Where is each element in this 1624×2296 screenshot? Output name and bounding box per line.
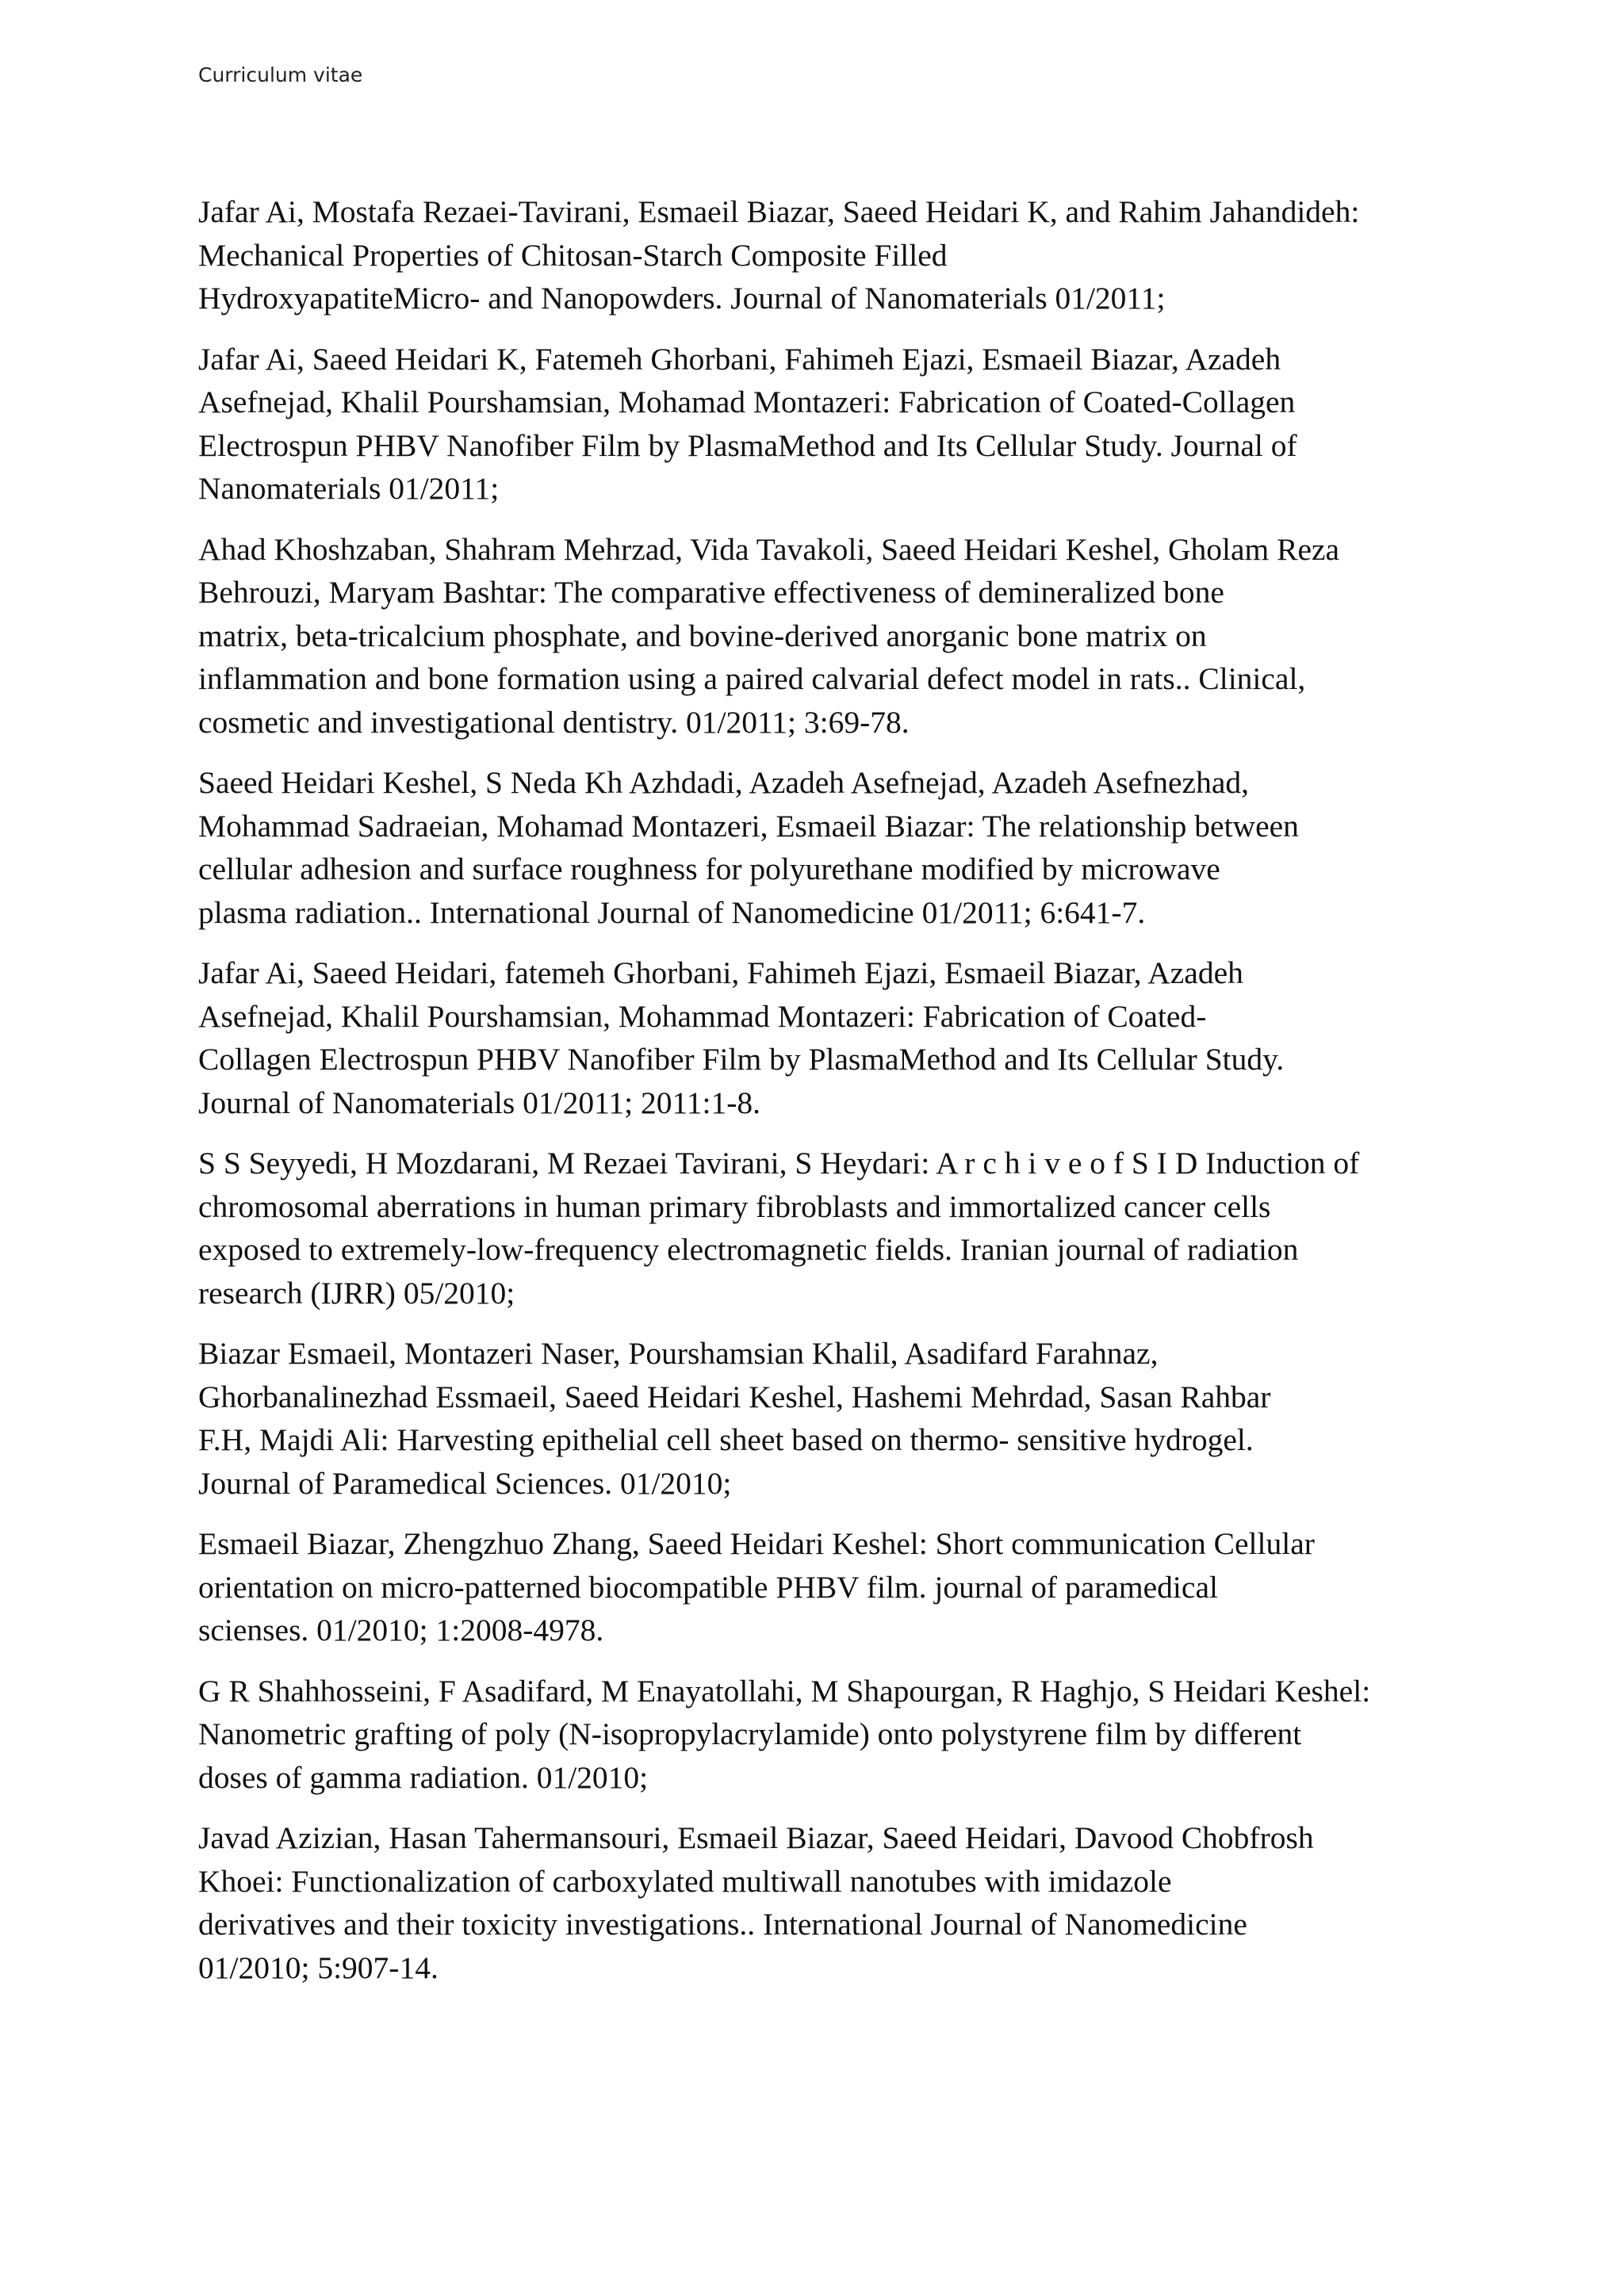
- reference-item-7: [198, 1332, 1451, 1505]
- reference-line: Khoei: Functionalization of carboxylated multiwall nanotubes with imidazole: [198, 1863, 1172, 1899]
- reference-line: Biazar Esmaeil, Montazeri Naser, Pourshamsian Khalil, Asadifard Farahnaz,: [198, 1336, 1159, 1371]
- reference-item-5: [198, 951, 1451, 1124]
- reference-item-2: [198, 338, 1451, 511]
- reference-item-6: [198, 1142, 1451, 1314]
- reference-line: matrix, beta-tricalcium phosphate, and bovine-derived anorganic bone matrix on: [198, 618, 1207, 653]
- reference-line: Jafar Ai, Saeed Heidari, fatemeh Ghorbani, Fahimeh Ejazi, Esmaeil Biazar, Azadeh: [198, 955, 1243, 990]
- reference-line: exposed to extremely-low-frequency electromagnetic fields. Iranian journal of radiation: [198, 1232, 1299, 1267]
- reference-line: Jafar Ai, Saeed Heidari K, Fatemeh Ghorbani, Fahimeh Ejazi, Esmaeil Biazar, Azadeh: [198, 341, 1281, 377]
- reference-line: chromosomal aberrations in human primary fibroblasts and immortalized cancer cells: [198, 1188, 1271, 1224]
- reference-line: G R Shahhosseini, F Asadifard, M Enayatollahi, M Shapourgan, R Haghjo, S Heidari Keshel:: [198, 1673, 1371, 1709]
- reference-item-4: [198, 761, 1451, 934]
- reference-line: orientation on micro-patterned biocompatible PHBV film. journal of paramedical: [198, 1569, 1218, 1605]
- reference-item-1: [198, 190, 1451, 320]
- reference-line: Esmaeil Biazar, Zhengzhuo Zhang, Saeed Heidari Keshel: Short communication Cellular: [198, 1526, 1315, 1561]
- reference-line: Ghorbanalinezhad Essmaeil, Saeed Heidari Keshel, Hashemi Mehrdad, Sasan Rahbar: [198, 1379, 1271, 1414]
- reference-line: Journal of Paramedical Sciences. 01/2010;: [198, 1465, 732, 1501]
- reference-item-3: [198, 528, 1451, 744]
- reference-line: Asefnejad, Khalil Pourshamsian, Mohammad Montazeri: Fabrication of Coated-: [198, 998, 1207, 1034]
- reference-line: plasma radiation.. International Journal of Nanomedicine 01/2011; 6:641-7.: [198, 894, 1146, 930]
- reference-line: F.H, Majdi Ali: Harvesting epithelial cell sheet based on thermo- sensitive hydrogel.: [198, 1422, 1254, 1457]
- reference-line: Collagen Electrospun PHBV Nanofiber Film by PlasmaMethod and Its Cellular Study.: [198, 1042, 1285, 1077]
- reference-line: Behrouzi, Maryam Bashtar: The comparative effectiveness of demineralized bone: [198, 575, 1224, 610]
- reference-line: Javad Azizian, Hasan Tahermansouri, Esmaeil Biazar, Saeed Heidari, Davood Chobfrosh: [198, 1820, 1314, 1855]
- reference-line: 01/2010; 5:907-14.: [198, 1950, 439, 1985]
- reference-line: Asefnejad, Khalil Pourshamsian, Mohamad Montazeri: Fabrication of Coated-Collagen: [198, 385, 1296, 419]
- reference-line: Nanomaterials 01/2011;: [198, 471, 500, 506]
- reference-line: inflammation and bone formation using a paired calvarial defect model in rats.. Clinical,: [198, 661, 1306, 696]
- reference-item-9: [198, 1670, 1451, 1800]
- reference-line: Journal of Nanomaterials 01/2011; 2011:1-8.: [198, 1085, 761, 1120]
- reference-line: research (IJRR) 05/2010;: [198, 1275, 515, 1311]
- reference-line: Mechanical Properties of Chitosan-Starch Composite Filled: [198, 237, 948, 273]
- reference-line: Jafar Ai, Mostafa Rezaei-Tavirani, Esmaeil Biazar, Saeed Heidari K, and Rahim Jahandideh:: [198, 194, 1360, 229]
- reference-item-10: [198, 1816, 1451, 1989]
- reference-line: Ahad Khoshzaban, Shahram Mehrzad, Vida Tavakoli, Saeed Heidari Keshel, Gholam Reza: [198, 531, 1340, 567]
- reference-line: doses of gamma radiation. 01/2010;: [198, 1759, 649, 1795]
- reference-list: [198, 190, 1451, 2007]
- reference-line: Mohammad Sadraeian, Mohamad Montazeri, Esmaeil Biazar: The relationship between: [198, 808, 1299, 844]
- reference-line: Nanometric grafting of poly (N-isopropylacrylamide) onto polystyrene film by different: [198, 1716, 1302, 1751]
- page-header-title: Curriculum vitae: [198, 63, 363, 86]
- reference-line: derivatives and their toxicity investigations.. International Journal of Nanomedicine: [198, 1907, 1247, 1942]
- reference-line: cellular adhesion and surface roughness for polyurethane modified by microwave: [198, 851, 1220, 886]
- reference-line: scienses. 01/2010; 1:2008-4978.: [198, 1613, 604, 1647]
- reference-line: HydroxyapatiteMicro- and Nanopowders. Journal of Nanomaterials 01/2011;: [198, 281, 1166, 316]
- reference-line: cosmetic and investigational dentistry. 01/2011; 3:69-78.: [198, 704, 910, 740]
- reference-item-8: [198, 1522, 1451, 1652]
- reference-line: Electrospun PHBV Nanofiber Film by PlasmaMethod and Its Cellular Study. Journal of: [198, 427, 1297, 463]
- reference-line: S S Seyyedi, H Mozdarani, M Rezaei Tavirani, S Heydari: A r c h i v e o f S I D Induction of: [198, 1146, 1360, 1181]
- reference-line: Saeed Heidari Keshel, S Neda Kh Azhdadi, Azadeh Asefnejad, Azadeh Asefnezhad,: [198, 765, 1249, 800]
